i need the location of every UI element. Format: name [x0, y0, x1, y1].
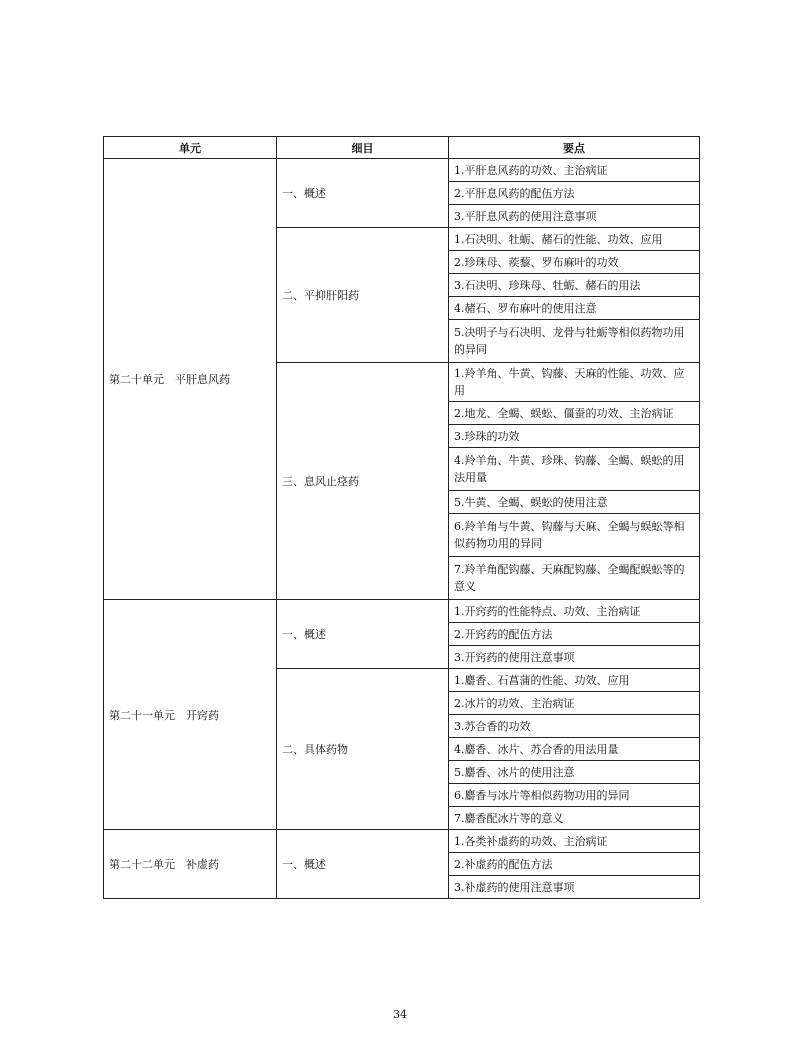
key-point-cell: 7.羚羊角配钩藤、天麻配钩藤、全蝎配蜈蚣等的意义: [449, 557, 700, 600]
key-point-cell: 1.麝香、石菖蒲的性能、功效、应用: [449, 669, 700, 692]
key-point-cell: 3.苏合香的功效: [449, 715, 700, 738]
syllabus-table: [103, 136, 700, 899]
key-point-cell: 3.石决明、珍珠母、牡蛎、赭石的用法: [449, 274, 700, 297]
table-row: [104, 159, 700, 182]
key-point-cell: 6.麝香与冰片等相似药物功用的异同: [449, 784, 700, 807]
key-point-cell: 1.石决明、牡蛎、赭石的性能、功效、应用: [449, 228, 700, 251]
key-point-cell: 1.羚羊角、牛黄、钩藤、天麻的性能、功效、应用: [449, 363, 700, 402]
key-point-cell: 6.羚羊角与牛黄、钩藤与天麻、全蝎与蜈蚣等相似药物功用的异同: [449, 514, 700, 557]
key-point-cell: 1.平肝息风药的功效、主治病证: [449, 159, 700, 182]
key-point-cell: 2.平肝息风药的配伍方法: [449, 182, 700, 205]
category-cell: 二、具体药物: [277, 669, 449, 830]
key-point-cell: 2.地龙、全蝎、蜈蚣、僵蚕的功效、主治病证: [449, 402, 700, 425]
category-cell: 一、概述: [277, 159, 449, 228]
key-point-cell: 2.补虚药的配伍方法: [449, 853, 700, 876]
key-point-cell: 5.决明子与石决明、龙骨与牡蛎等相似药物功用的异同: [449, 320, 700, 363]
category-cell: 二、平抑肝阳药: [277, 228, 449, 363]
page-number: 34: [393, 1008, 407, 1021]
key-point-cell: 3.珍珠的功效: [449, 425, 700, 448]
key-point-cell: 3.平肝息风药的使用注意事项: [449, 205, 700, 228]
header-category: 细目: [277, 137, 449, 159]
key-point-cell: 3.补虚药的使用注意事项: [449, 876, 700, 899]
table-row: [104, 600, 700, 623]
table-row: [104, 830, 700, 853]
key-point-cell: 2.珍珠母、蒺藜、罗布麻叶的功效: [449, 251, 700, 274]
category-cell: 一、概述: [277, 600, 449, 669]
table-header-row: [104, 137, 700, 159]
key-point-cell: 4.羚羊角、牛黄、珍珠、钩藤、全蝎、蜈蚣的用法用量: [449, 448, 700, 491]
key-point-cell: 5.牛黄、全蝎、蜈蚣的使用注意: [449, 491, 700, 514]
key-point-cell: 2.冰片的功效、主治病证: [449, 692, 700, 715]
category-cell: 一、概述: [277, 830, 449, 899]
category-cell: 三、息风止痉药: [277, 363, 449, 600]
key-point-cell: 4.赭石、罗布麻叶的使用注意: [449, 297, 700, 320]
key-point-cell: 7.麝香配冰片等的意义: [449, 807, 700, 830]
key-point-cell: 1.开窍药的性能特点、功效、主治病证: [449, 600, 700, 623]
key-point-cell: 5.麝香、冰片的使用注意: [449, 761, 700, 784]
header-key-points: 要点: [449, 137, 700, 159]
header-unit: 单元: [104, 137, 277, 159]
unit-cell: 第二十单元 平肝息风药: [104, 159, 277, 600]
key-point-cell: 4.麝香、冰片、苏合香的用法用量: [449, 738, 700, 761]
unit-cell: 第二十二单元 补虚药: [104, 830, 277, 899]
key-point-cell: 3.开窍药的使用注意事项: [449, 646, 700, 669]
key-point-cell: 2.开窍药的配伍方法: [449, 623, 700, 646]
key-point-cell: 1.各类补虚药的功效、主治病证: [449, 830, 700, 853]
unit-cell: 第二十一单元 开窍药: [104, 600, 277, 830]
